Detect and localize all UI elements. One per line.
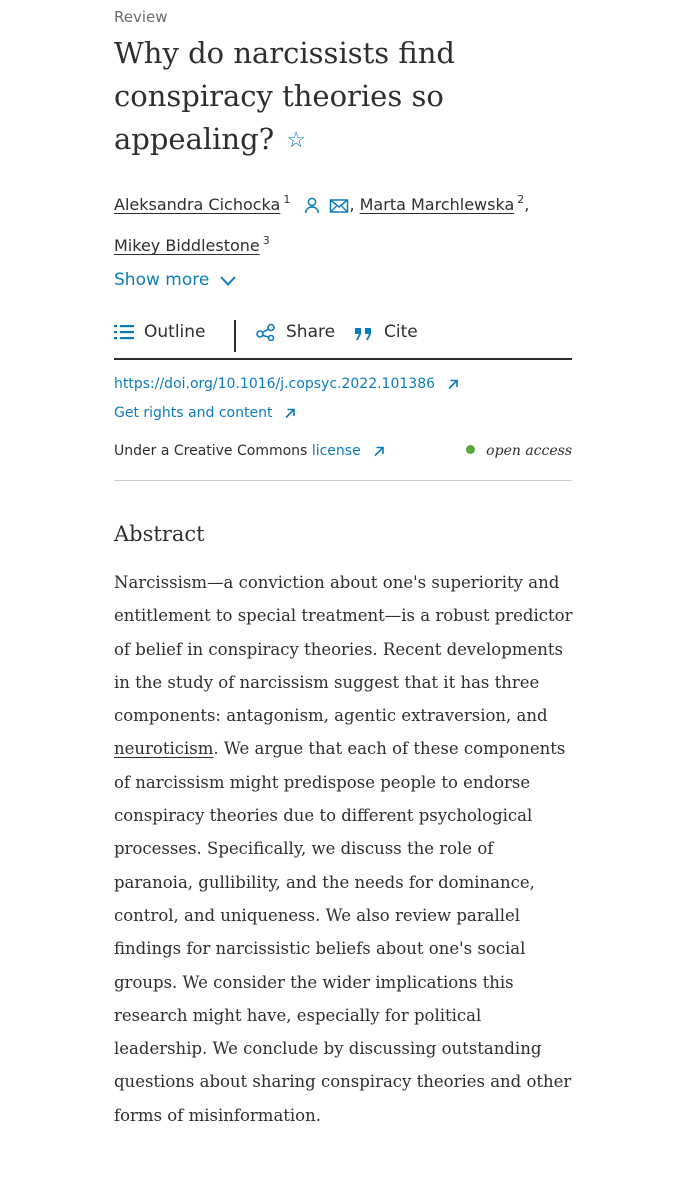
- toolbar-divider: [234, 320, 236, 352]
- cite-label: Cite: [384, 322, 418, 342]
- star-icon[interactable]: ☆: [286, 128, 306, 153]
- external-arrow-icon: [284, 407, 296, 423]
- external-arrow-icon: [373, 445, 385, 461]
- article-toolbar: [114, 318, 572, 360]
- rights-text: Get rights and content: [114, 405, 273, 421]
- abstract-heading: Abstract: [114, 522, 205, 546]
- doi-link[interactable]: [114, 376, 459, 394]
- article-type: Review: [114, 8, 168, 26]
- abstract-text-before: Narcissism—a conviction about one's superiority and entitlement to special treatment—is a robust predictor of belief in conspiracy theories. Recent developments in the study of narcissism suggest that it has three components: antagonism, agentic extraversion, and: [114, 573, 573, 726]
- open-access-dot-icon: [466, 445, 475, 454]
- license-link[interactable]: [312, 443, 385, 459]
- author-link[interactable]: Marta Marchlewska: [359, 195, 515, 214]
- list-icon: [114, 322, 134, 342]
- author-affiliation[interactable]: 3: [262, 234, 270, 247]
- author-link[interactable]: Aleksandra Cichocka: [114, 195, 281, 214]
- envelope-icon[interactable]: [329, 193, 349, 225]
- share-label: Share: [286, 322, 336, 342]
- open-access-label: open access: [486, 443, 572, 459]
- license-row: [114, 443, 572, 461]
- section-divider: [114, 480, 572, 481]
- article-title: [114, 32, 564, 162]
- author-affiliation[interactable]: 2: [517, 193, 525, 206]
- rights-link[interactable]: [114, 405, 296, 423]
- outline-button[interactable]: [114, 322, 206, 342]
- author-link[interactable]: Mikey Biddlestone: [114, 236, 260, 255]
- license-prefix: Under a Creative Commons: [114, 443, 308, 459]
- open-access-badge: [466, 443, 572, 459]
- share-button[interactable]: [256, 322, 335, 342]
- author-separator: ,: [349, 195, 355, 214]
- show-more-button[interactable]: [114, 270, 237, 292]
- abstract-term-link[interactable]: neuroticism: [114, 739, 214, 759]
- chevron-down-icon: [219, 272, 237, 292]
- outline-label: Outline: [144, 322, 206, 342]
- quote-icon: [354, 322, 374, 342]
- cite-button[interactable]: [354, 322, 418, 342]
- author-affiliation[interactable]: 1: [283, 193, 291, 206]
- license-link-label: license: [311, 443, 361, 459]
- abstract-text-after: . We argue that each of these components of narcissism might predispose people to endorse conspiracy theories due to different psychological processes. Specifically, we discuss the role of paranoia, gullibility, and the needs for dominance, control, and uniqueness. We also review parallel findings for narcissistic beliefs about one's social groups. We consider the wider implications this research might have, especially for political leadership. We conclude by discussing outstanding questions about sharing conspiracy theories and other forms of misinformation.: [114, 739, 572, 1125]
- abstract-text: [114, 566, 576, 1132]
- external-arrow-icon: [447, 378, 459, 394]
- doi-text: https://doi.org/10.1016/j.copsyc.2022.101386: [114, 376, 436, 392]
- article-title-text: Why do narcissists find conspiracy theories so appealing?: [114, 36, 455, 156]
- person-icon[interactable]: [303, 193, 321, 225]
- author-list: [114, 184, 574, 262]
- author-separator: ,: [524, 195, 530, 214]
- show-more-label: Show more: [114, 270, 210, 290]
- share-icon: [256, 322, 276, 342]
